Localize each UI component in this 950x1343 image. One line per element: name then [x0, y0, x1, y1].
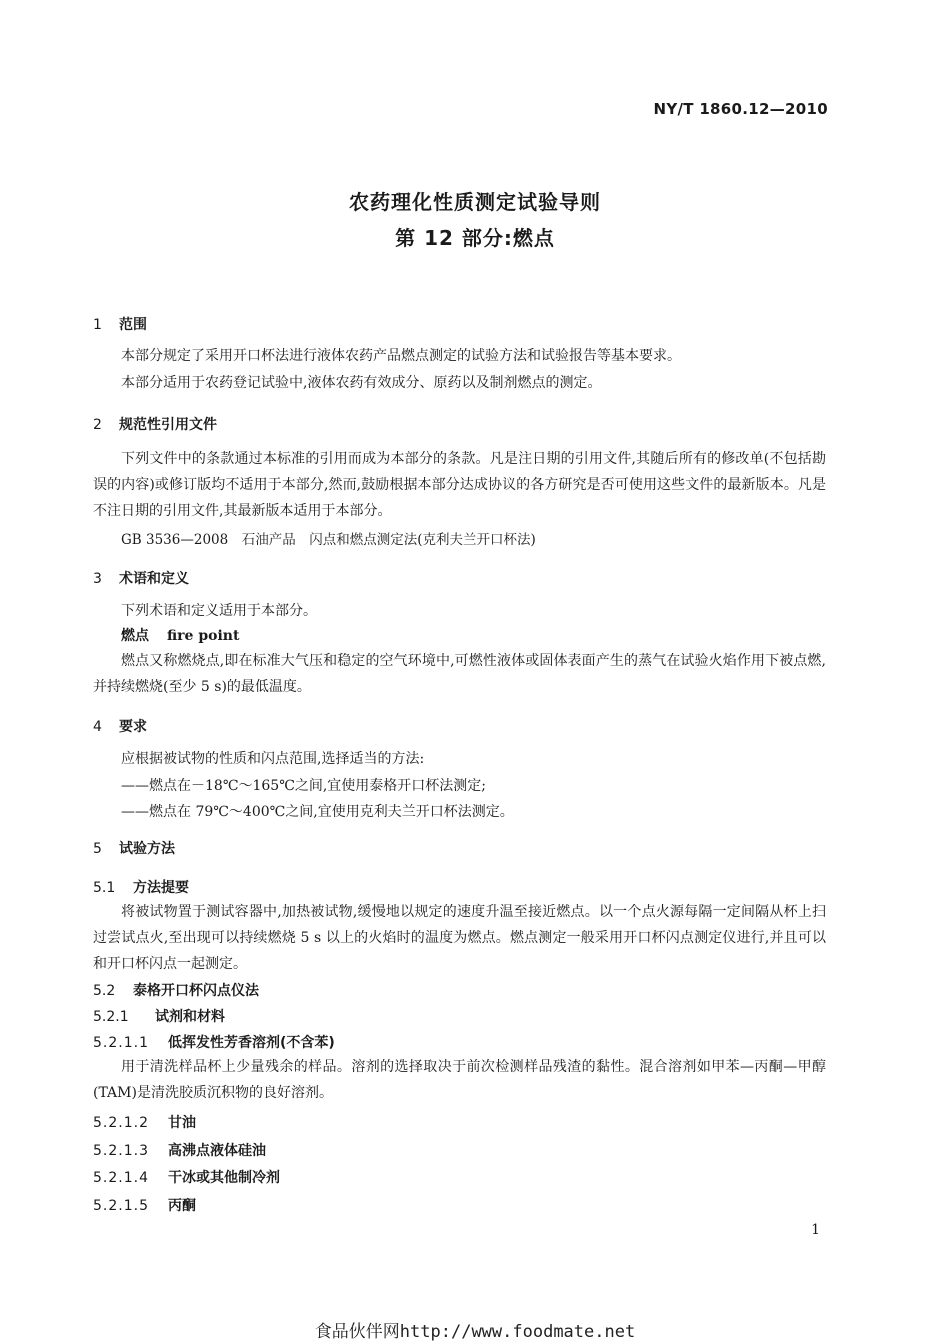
section-label: 丙酮 [168, 1198, 196, 1214]
paragraph: 将被试物置于测试容器中,加热被试物,缓慢地以规定的速度升温至接近燃点。以一个点火源每隔一定间隔从杯上扫过尝试点火,至出现可以持续燃烧 5 s 以上的火焰时的温度为燃点。燃点测定一般采用开口杯闪点测定仪进行,并且可以和开口杯闪点一起测定。 [93, 904, 826, 972]
section-label: 试剂和材料 [155, 1009, 225, 1025]
section-label: 范围 [119, 317, 147, 333]
section-label: 高沸点液体硅油 [168, 1143, 266, 1159]
subsection-heading-5-2-1-1 [93, 1032, 335, 1052]
paragraph: 用于清洗样品杯上少量残余的样品。溶剂的选择取决于前次检测样品残渣的黏性。混合溶剂如甲苯—丙酮—甲醇(TAM)是清洗胶质沉积物的良好溶剂。 [93, 1059, 826, 1101]
subsection-heading-5-2-1-2 [93, 1112, 196, 1132]
section-number: 3 [93, 571, 102, 587]
section-heading-1 [93, 314, 147, 334]
section-label: 试验方法 [119, 841, 175, 857]
term-definition: 燃点又称燃烧点,即在标准大气压和稳定的空气环境中,可燃性液体或固体表面产生的蒸气在试验火焰作用下被点燃,并持续燃烧(至少 5 s)的最低温度。 [93, 653, 826, 695]
subsection-heading-5-2-1-4 [93, 1167, 280, 1187]
section-label: 泰格开口杯闪点仪法 [133, 983, 259, 999]
paragraph: 应根据被试物的性质和闪点范围,选择适当的方法: [121, 751, 425, 767]
section-number: 5.2.1.2 [93, 1115, 149, 1131]
section-label: 干冰或其他制冷剂 [168, 1170, 280, 1186]
section-number: 5.2.1.1 [93, 1035, 149, 1051]
list-item: ——燃点在－18℃～165℃之间,宜使用泰格开口杯法测定; [121, 778, 487, 794]
subsection-heading-5-2-1-3 [93, 1140, 266, 1160]
section-number: 5.2.1.3 [93, 1143, 149, 1159]
section-number: 5.2 [93, 983, 116, 999]
footer-watermark: 食品伙伴网http://www.foodmate.net [314, 1322, 636, 1342]
section-heading-4 [93, 716, 147, 736]
term-entry [121, 625, 239, 645]
section-label: 低挥发性芳香溶剂(不含苯) [168, 1035, 335, 1051]
page-number: 1 [811, 1222, 820, 1238]
paragraph: 下列术语和定义适用于本部分。 [121, 603, 317, 619]
term-english: fire point [167, 628, 240, 644]
paragraph: 本部分适用于农药登记试验中,液体农药有效成分、原药以及制剂燃点的测定。 [121, 375, 602, 391]
section-label: 术语和定义 [119, 571, 189, 587]
section-label: 要求 [119, 719, 147, 735]
subsection-heading-5-2 [93, 980, 259, 1000]
section-label: 规范性引用文件 [119, 417, 217, 433]
section-label: 方法提要 [133, 880, 189, 896]
document-subtitle: 第 12 部分:燃点 [395, 226, 555, 250]
paragraph: 下列文件中的条款通过本标准的引用而成为本部分的条款。凡是注日期的引用文件,其随后所有的修改单(不包括勘误的内容)或修订版均不适用于本部分,然而,鼓励根据本部分达成协议的各方研究是否可使用这些文件的最新版本。凡是不注日期的引用文件,其最新版本适用于本部分。 [93, 451, 826, 519]
section-heading-3 [93, 568, 189, 588]
section-heading-5 [93, 838, 175, 858]
section-number: 5.2.1.5 [93, 1198, 149, 1214]
section-label: 甘油 [168, 1115, 196, 1131]
subsection-heading-5-2-1 [93, 1006, 225, 1026]
section-heading-2 [93, 414, 217, 434]
section-number: 1 [93, 317, 102, 333]
list-item: ——燃点在 79℃～400℃之间,宜使用克利夫兰开口杯法测定。 [121, 804, 514, 820]
document-title: 农药理化性质测定试验导则 [349, 190, 601, 214]
section-number: 5.2.1 [93, 1009, 129, 1025]
standard-code: NY/T 1860.12—2010 [653, 100, 828, 118]
paragraph: 本部分规定了采用开口杯法进行液体农药产品燃点测定的试验方法和试验报告等基本要求。 [121, 348, 681, 364]
section-number: 4 [93, 719, 102, 735]
section-number: 5.1 [93, 880, 116, 896]
normative-reference: GB 3536—2008 石油产品 闪点和燃点测定法(克利夫兰开口杯法) [121, 532, 536, 548]
subsection-heading-5-1 [93, 877, 189, 897]
subsection-heading-5-2-1-5 [93, 1195, 196, 1215]
section-number: 2 [93, 417, 102, 433]
term-chinese: 燃点 [121, 628, 149, 644]
section-number: 5 [93, 841, 102, 857]
section-number: 5.2.1.4 [93, 1170, 149, 1186]
